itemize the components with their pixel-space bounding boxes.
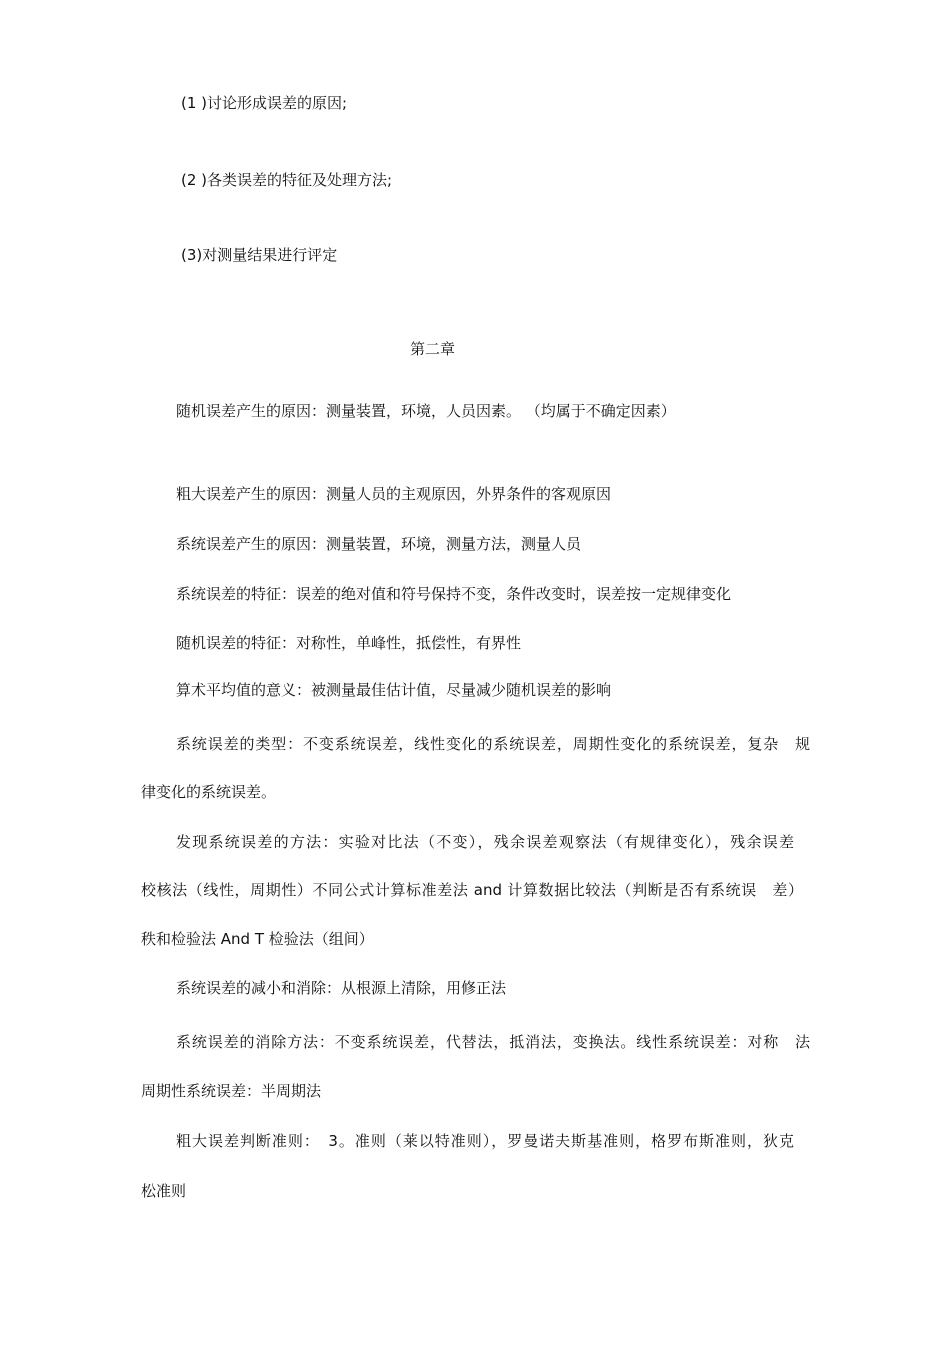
- list-item-1: (1 )讨论形成误差的原因;: [181, 94, 348, 112]
- list-item-2: (2 )各类误差的特征及处理方法;: [181, 171, 393, 189]
- paragraph-line: 校核法（线性，周期性）不同公式计算标准差法 and 计算数据比较法（判断是否有系统误 差）: [141, 881, 803, 899]
- paragraph-line: 律变化的系统误差。: [141, 783, 277, 801]
- paragraph-line: 粗大误差判断准则： 3。准则（莱以特准则），罗曼诺夫斯基准则，格罗布斯准则，狄克: [176, 1132, 794, 1150]
- paragraph-line: 粗大误差产生的原因：测量人员的主观原因，外界条件的客观原因: [176, 485, 612, 503]
- chapter-title: 第二章: [410, 340, 456, 358]
- paragraph-line: 发现系统误差的方法：实验对比法（不变），残余误差观察法（有规律变化），残余误差: [176, 833, 794, 851]
- paragraph-line: 系统误差的消除方法：不变系统误差，代替法，抵消法，变换法。线性系统误差：对称 法: [176, 1033, 810, 1051]
- paragraph-line: 系统误差的特征：误差的绝对值和符号保持不变，条件改变时，误差按一定规律变化: [176, 585, 732, 603]
- list-item-3: (3)对测量结果进行评定: [181, 246, 338, 264]
- paragraph-line: 系统误差产生的原因：测量装置，环境，测量方法，测量人员: [176, 535, 582, 553]
- paragraph-line: 随机误差的特征：对称性，单峰性，抵偿性，有界性: [176, 634, 522, 652]
- paragraph-line: 秩和检验法 And T 检验法（组间）: [141, 930, 374, 948]
- paragraph-line: 系统误差的类型：不变系统误差，线性变化的系统误差，周期性变化的系统误差，复杂 规: [176, 735, 810, 753]
- paragraph-line: 系统误差的减小和消除：从根源上清除，用修正法: [176, 979, 507, 997]
- paragraph-line: 随机误差产生的原因：测量装置，环境，人员因素。 （均属于不确定因素）: [176, 402, 676, 420]
- paragraph-line: 松准则: [141, 1182, 187, 1200]
- paragraph-line: 算术平均值的意义：被测量最佳估计值，尽量减少随机误差的影响: [176, 681, 612, 699]
- paragraph-line: 周期性系统误差：半周期法: [141, 1082, 322, 1100]
